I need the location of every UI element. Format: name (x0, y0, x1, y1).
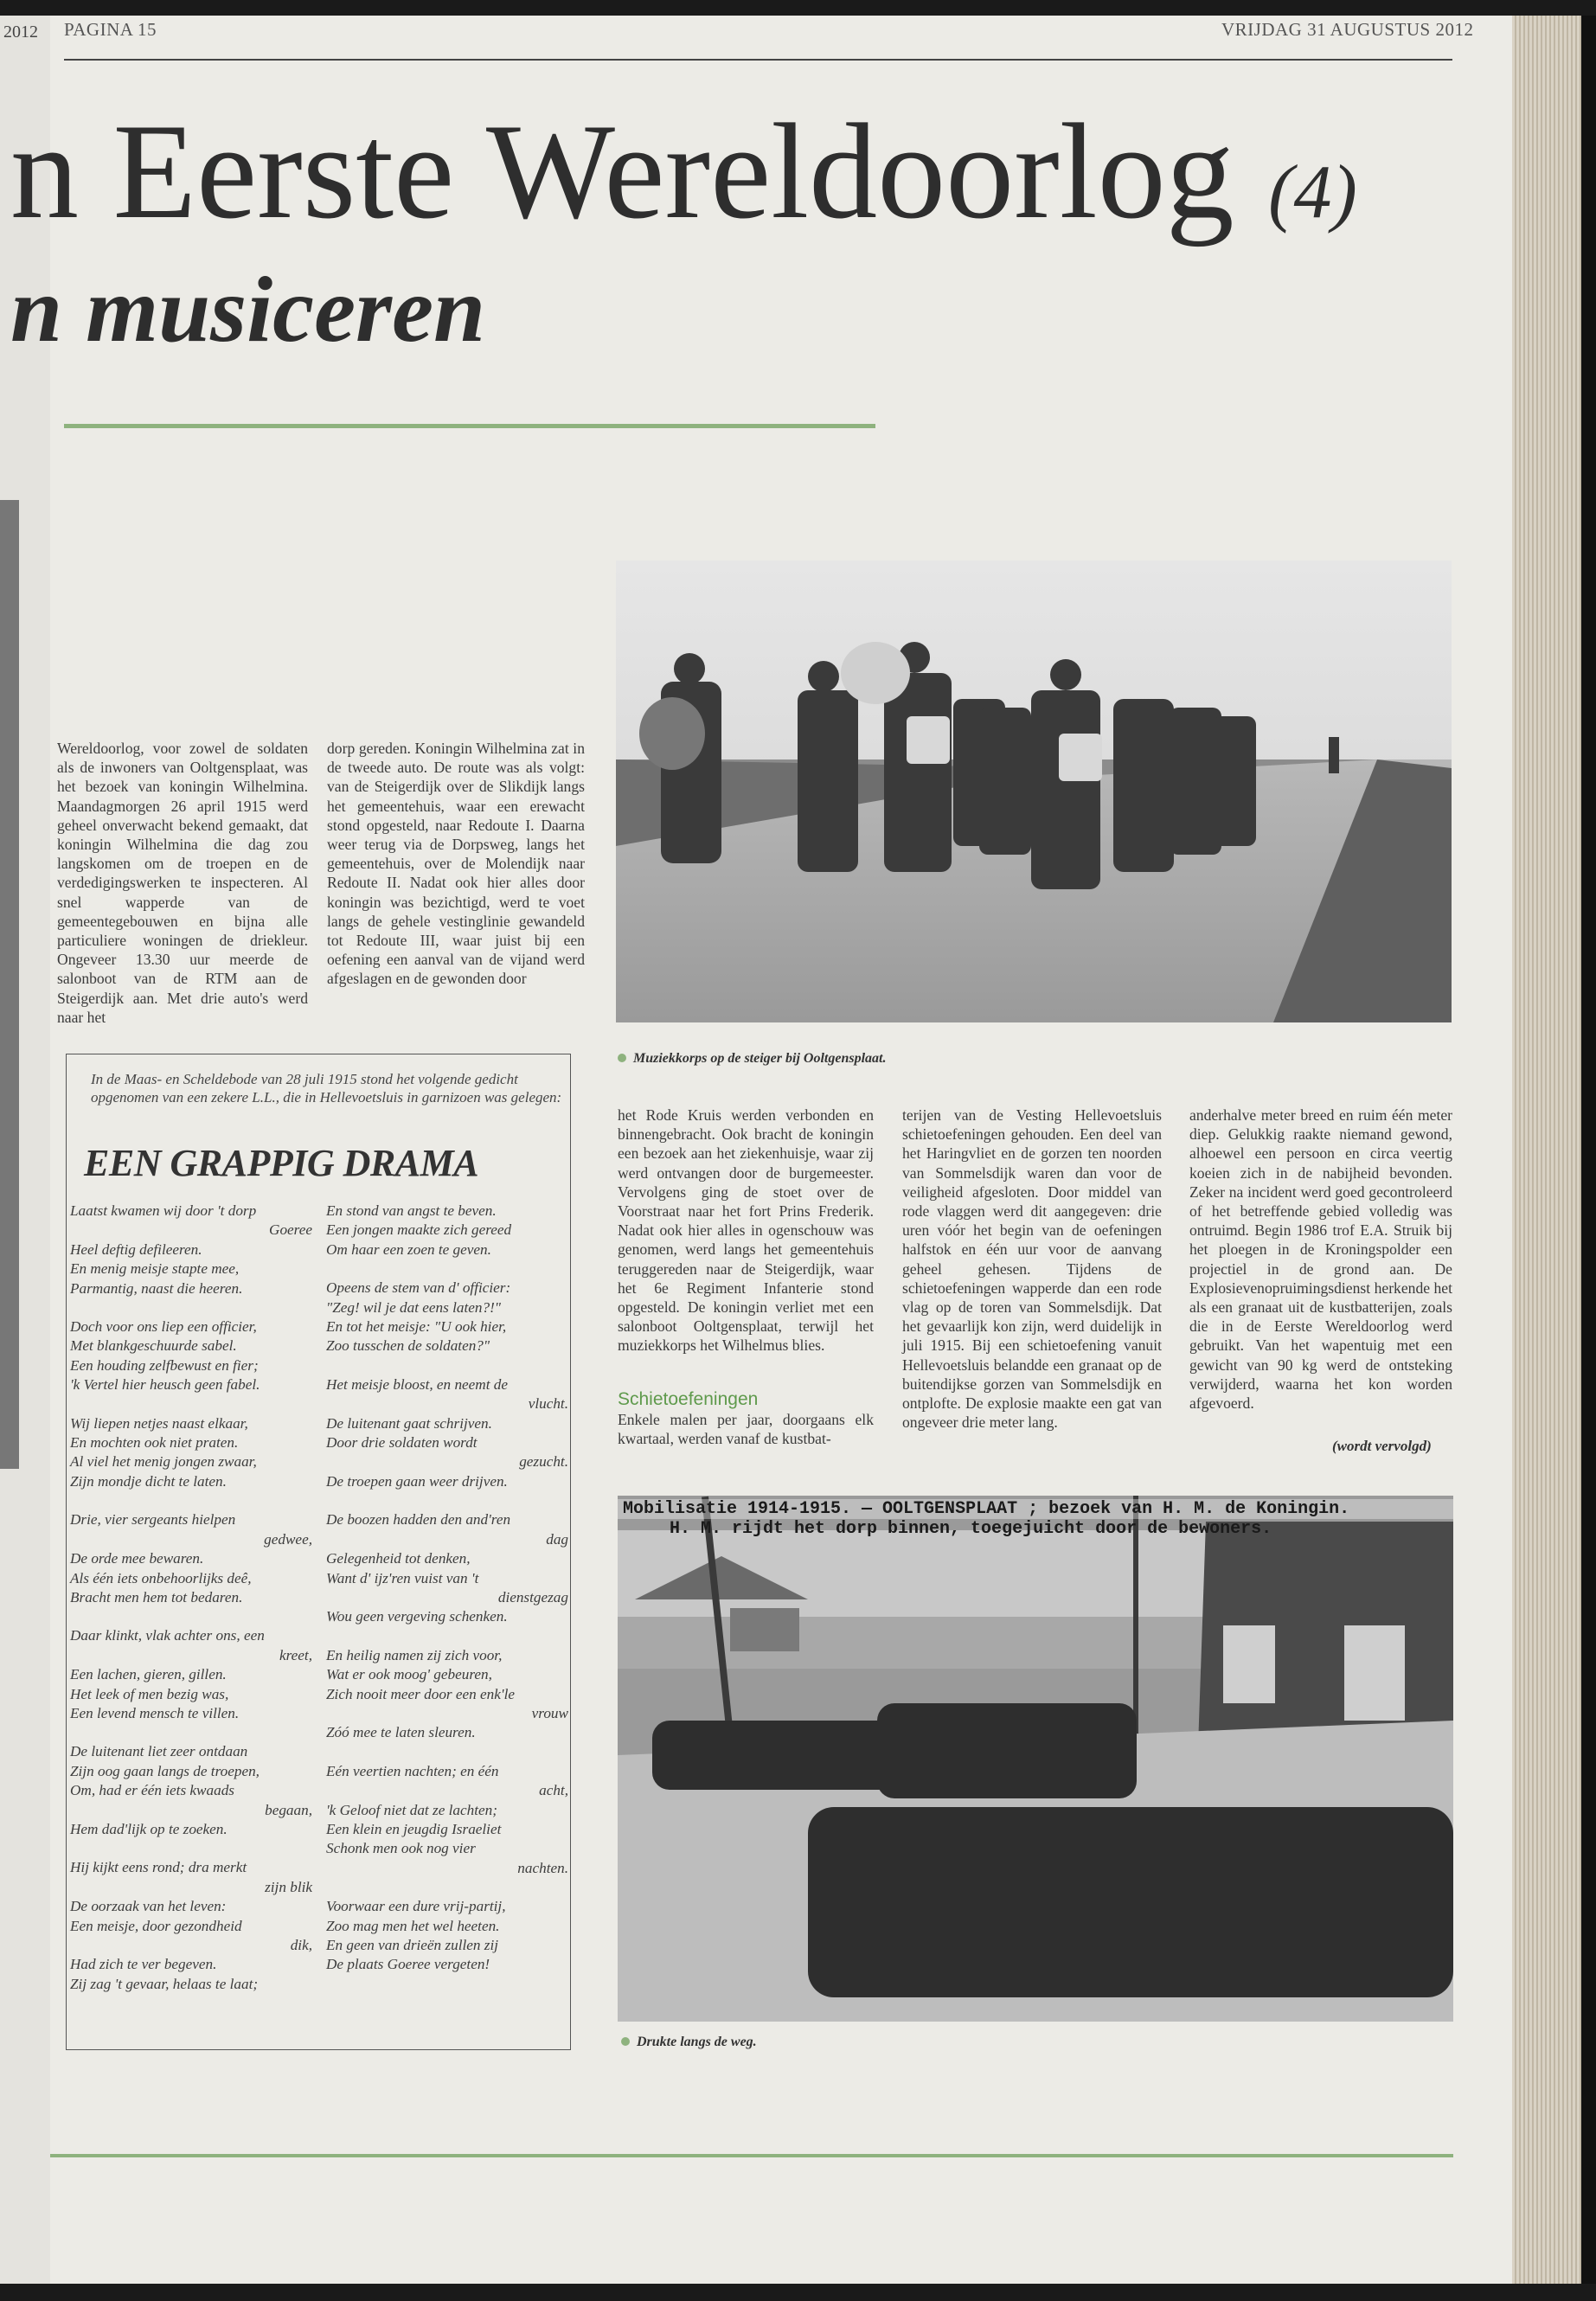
poem-stanza (326, 1202, 568, 1259)
poem-stanza (70, 1202, 312, 1298)
article-column-2: dorp gereden. Koningin Wilhelmina zat in de tweede auto. De route was als volgt: van de Steigerdijk over de Slikdijk langs het gemeentehuis, waar een erewacht stond opgesteld, naar Redoute I. Daarna weer terug via de Dorpsweg, langs het gemeentehuis, over de Molendijk naar Redoute II. Nadat ook hier alles door koningin was bezichtigd, werd te voet langs de gehele vestinglinie gewandeld tot Redoute III, waar juist bij een oefening een aanval van de vijand werd afgeslagen en de gewonden door (327, 740, 585, 988)
band-photo (616, 561, 1452, 1022)
poem-line: Had zich te ver begeven. (70, 1956, 217, 1973)
poem-line: Parmantig, naast die heeren. (70, 1279, 243, 1297)
header-rule (64, 59, 1452, 61)
poem-line: Zijn mondje dicht te laten. (70, 1472, 227, 1490)
poem-line: dik, (290, 1937, 312, 1953)
poem-stanza (70, 1742, 312, 1839)
postcard-line-1: Mobilisatie 1914-1915. — OOLTGENSPLAAT ; bezoek van H. M. de Koningin. (618, 1499, 1453, 1519)
previous-page-year: 2012 (3, 22, 38, 42)
poem-line: Hij kijkt eens rond; dra merkt (70, 1859, 247, 1876)
poem-line: De oorzaak van het leven: (70, 1898, 227, 1915)
poem-line: Eén veertien nachten; en één (326, 1762, 499, 1779)
poem-line: Een levend mensch te villen. (70, 1704, 240, 1721)
poem-stanza (70, 1317, 312, 1395)
poem-line: Zoo tusschen de soldaten?" (326, 1337, 490, 1355)
poem-line: Wat er ook moog' gebeuren, (326, 1666, 492, 1683)
poem-line: De luitenant liet zeer ontdaan (70, 1743, 248, 1760)
poem-line: Om haar een zoen te geven. (326, 1240, 491, 1258)
poem-line: Een houding zelfbewust en fier; (70, 1356, 259, 1374)
page-date: VRIJDAG 31 AUGUSTUS 2012 (1221, 19, 1474, 40)
poem-line: Doch voor ons liep een officier, (70, 1318, 257, 1336)
poem-line: De boozen hadden den and'ren (326, 1511, 511, 1529)
poem-stanza (326, 1375, 568, 1491)
poem-line: Hem dad'lijk op te zoeken. (70, 1820, 228, 1837)
article-column-4: terijen van de Vesting Hellevoetsluis schietoefeningen gehouden. Een deel van het Haringvliet en de gorzen ten noorden van Sommelsdijk waren dan voor de veiligheid afgesloten. Door middel van rode vlaggen werd dit aangegeven: drie uren vóór het begin van de oefeningen halfstok en één uur voor de aanvang geheel gehesen. Tijdens de schietoefeningen wapperde dan een rode vlag op de toren van Sommelsdijk. Dat het gevaarlijk kon zijn, werd duidelijk in juli 1915. Bij een schietoefening vanuit Hellevoetsluis belandde een granaat op de buitendijkse gorzen van Sommelsdijk en ontplofte. De explosie maakte een gat van ongeveer drie meter lang. (902, 1106, 1162, 1432)
crowd-postcard-photo (618, 1496, 1453, 2022)
poem-box (66, 1054, 571, 2050)
poem-line: En heilig namen zij zich voor, (326, 1646, 503, 1663)
poem-line: En mochten ook niet praten. (70, 1434, 239, 1452)
poem-line: Zijn oog gaan langs de troepen, (70, 1762, 260, 1779)
poem-line: Gelegenheid tot denken, (326, 1550, 471, 1567)
binding (1581, 16, 1596, 2284)
continued-note: (wordt vervolgd) (1332, 1438, 1432, 1454)
poem-line: Een jongen maakte zich gereed (326, 1221, 512, 1239)
poem-line: Een meisje, door gezondheid (70, 1917, 242, 1934)
poem-line: Het leek of men bezig was, (70, 1685, 229, 1702)
poem-line: De luitenant gaat schrijven. (326, 1414, 492, 1432)
title-rule (64, 424, 875, 428)
poem-line: vlucht. (528, 1395, 568, 1413)
poem-line: Daar klinkt, vlak achter ons, een (70, 1627, 265, 1644)
poem-line: De plaats Goeree vergeten! (326, 1956, 490, 1973)
poem-line: gedwee, (264, 1530, 312, 1548)
poem-column-right (326, 1202, 568, 1994)
poem-line: vrouw (531, 1704, 568, 1721)
poem-line: "Zeg! wil je dat eens laten?!" (326, 1298, 502, 1316)
poem-line: zijn blik (265, 1878, 312, 1895)
subtitle-fragment: n (10, 259, 63, 362)
bullet-icon (621, 2037, 630, 2046)
poem-line: En geen van drieën zullen zij (326, 1937, 499, 1953)
poem-line: kreet, (279, 1646, 312, 1663)
poem-line: Al viel het menig jongen zwaar, (70, 1453, 257, 1471)
poem-stanza (326, 1762, 568, 1878)
poem-line: dienstgezag (497, 1588, 568, 1606)
poem-line: Goeree (269, 1221, 312, 1239)
poem-line: Wou geen vergeving schenken. (326, 1608, 508, 1625)
page-title (10, 96, 1357, 247)
postcard-title (618, 1499, 1453, 1539)
poem-line: Schonk men ook nog vier (326, 1840, 476, 1857)
poem-stanza (70, 1414, 312, 1492)
poem-line: En menig meisje stapte mee, (70, 1260, 240, 1278)
title-fragment: n (10, 96, 79, 247)
poem-stanza (326, 1897, 568, 1975)
poem-stanza (326, 1279, 568, 1356)
article-column-5: anderhalve meter breed en ruim één meter diep. Gelukkig raakte niemand gewond, alhoewel een persoon en circa veertig koeien zich in de nabijheid bevonden. Zeker na incident werd goed gecontroleerd of het betreffende gebied volledig was ontruimd. Begin 1986 trof E.A. Struik bij het ploegen in de Kroningspolder een projectiel in de grond aan. De Explosievenopruimingsdienst herkende het als een granaat uit de kustbatterijen, zoals die in de Eerste Wereldoorlog werd gebruikt. Van het wapentuig met een gewicht van 90 kg werd de ontsteking verwijderd, waarna het kon worden afgevoerd. (1189, 1106, 1452, 1413)
page-edges (1512, 16, 1581, 2284)
poem-line: Opeens de stem van d' officier: (326, 1279, 511, 1297)
poem-stanza (70, 1858, 312, 1994)
subheading-schietoefeningen: Schietoefeningen (618, 1389, 759, 1409)
poem-line: Zoo mag men het wel heeten. (326, 1917, 500, 1934)
article-column-3: het Rode Kruis werden verbonden en binnengebracht. Ook bracht de koningin een bezoek aan het ziekenhuisje, waar zij werd ontvangen door de burgemeester. Vervolgens ging de stoet over de Voorstraat naar het fort Prins Frederik. Nadat ook hier alles in ogenschouw was genomen, werd langs het gemeentehuis teruggereden naar de Steigerdijk, waar het 6e Regiment Infanterie stond opgesteld. De koningin verliet met een salonboot Ooltgensplaat, terwijl het muziekkorps het Wilhelmus blies. (618, 1106, 874, 1355)
page-number: PAGINA 15 (64, 19, 157, 40)
poem-stanza (326, 1510, 568, 1626)
poem-line: Want d' ijz'ren vuist van 't (326, 1569, 479, 1586)
poem-line: begaan, (265, 1801, 312, 1818)
title-number: (4) (1268, 151, 1357, 234)
bullet-icon (618, 1054, 626, 1062)
poem-line: Laatst kwamen wij door 't dorp (70, 1202, 257, 1219)
poem-line: Wij liepen netjes naast elkaar, (70, 1414, 248, 1432)
crowd-postcard-image (618, 1496, 1453, 2022)
poem-line: Drie, vier sergeants hielpen (70, 1511, 236, 1529)
poem-line: De orde mee bewaren. (70, 1550, 204, 1567)
subtitle-text: musiceren (86, 259, 486, 362)
poem-intro: In de Maas- en Scheldebode van 28 juli 1915 stond het volgende gedicht opgenomen van een zekere L.L., die in Hellevoetsluis in garnizoen was gelegen: (91, 1071, 562, 1106)
crowd-photo-caption: Drukte langs de weg. (621, 2035, 757, 2050)
poem-line: Een lachen, gieren, gillen. (70, 1666, 227, 1683)
page-subtitle (10, 259, 486, 362)
poem-line: nachten. (517, 1859, 568, 1876)
poem-line: Door drie soldaten wordt (326, 1434, 478, 1452)
bottom-rule (50, 2154, 1453, 2157)
poem-line: 'k Geloof niet dat ze lachten; (326, 1801, 497, 1818)
band-photo-image (616, 561, 1452, 1022)
poem-line: Zóó mee te laten sleuren. (326, 1724, 476, 1741)
title-main: Eerste Wereldoorlog (112, 96, 1234, 247)
poem-line: En stond van angst te beven. (326, 1202, 497, 1219)
previous-page-photo (0, 500, 19, 1469)
poem-stanza (70, 1626, 312, 1723)
poem-title: EEN GRAPPIG DRAMA (84, 1142, 479, 1184)
poem-line: En tot het meisje: "U ook hier, (326, 1318, 507, 1336)
poem-line: Met blankgeschuurde sabel. (70, 1337, 237, 1355)
poem-line: Bracht men hem tot bedaren. (70, 1588, 243, 1606)
poem-line: Als één iets onbehoorlijks deê, (70, 1569, 252, 1586)
poem-line: Zij zag 't gevaar, helaas te laat; (70, 1975, 259, 1992)
poem-column-left (70, 1202, 312, 2013)
poem-line: gezucht. (519, 1453, 568, 1471)
poem-stanza (326, 1646, 568, 1743)
poem-stanza (70, 1510, 312, 1607)
postcard-line-2: H. M. rijdt het dorp binnen, toegejuicht door de bewoners. (670, 1519, 1272, 1539)
article-column-3b: Enkele malen per jaar, doorgaans elk kwartaal, werden vanaf de kustbat- (618, 1411, 874, 1448)
article-column-1: Wereldoorlog, voor zowel de soldaten als de inwoners van Ooltgensplaat, was het bezoek van koningin Wilhelmina. Maandagmorgen 26 april 1915 werd geheel onverwacht bekend gemaakt, dat koningin Wilhelmina die dag zou langskomen om de troepen en de verdedigingswerken te inspecteren. Al snel wapperde van de gemeentegebouwen en bijna alle particuliere woningen de driekleur. Ongeveer 13.30 uur meerde de salonboot van de RTM aan de Steigerdijk aan. Met drie auto's werd naar het (57, 740, 308, 1026)
poem-line: Het meisje bloost, en neemt de (326, 1375, 509, 1393)
poem-line: Om, had er één iets kwaads (70, 1782, 234, 1799)
poem-line: acht, (539, 1782, 568, 1799)
poem-line: Een klein en jeugdig Israeliet (326, 1820, 502, 1837)
poem-line: Voorwaar een dure vrij-partij, (326, 1898, 506, 1915)
poem-line: Zich nooit meer door een enk'le (326, 1685, 515, 1702)
band-photo-caption: Muziekkorps op de steiger bij Ooltgensplaat. (618, 1051, 886, 1067)
poem-line: De troepen gaan weer drijven. (326, 1472, 508, 1490)
poem-line: 'k Vertel hier heusch geen fabel. (70, 1376, 260, 1394)
poem-line: dag (546, 1530, 568, 1548)
poem-line: Heel deftig defileeren. (70, 1240, 202, 1258)
